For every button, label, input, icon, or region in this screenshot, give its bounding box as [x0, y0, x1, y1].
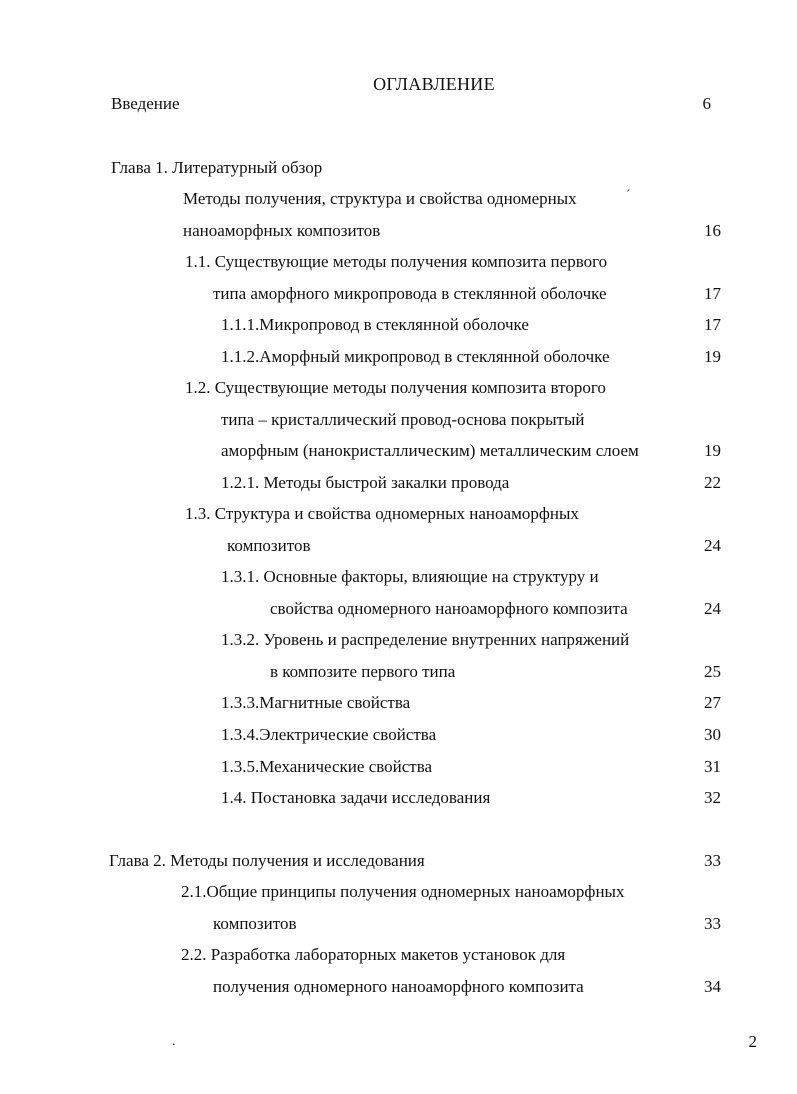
toc-entry-1-3-2-line1: 1.3.2. Уровень и распределение внутренних напряжений	[221, 630, 630, 649]
toc-entry-1-1-line1: 1.1. Существующие методы получения композита первого	[185, 252, 608, 271]
toc-entry-1-3-line1: 1.3. Структура и свойства одномерных наноаморфных	[185, 504, 579, 523]
toc-entry-1-3-1-line1: 1.3.1. Основные факторы, влияющие на структуру и	[221, 567, 599, 586]
toc-page-2-2: 34	[704, 977, 721, 996]
stray-tick-mark: ´	[626, 188, 631, 203]
toc-entry-1-3-4: 1.3.4.Электрические свойства	[221, 725, 437, 744]
toc-page-intro: 6	[702, 94, 711, 113]
page-number: 2	[748, 1032, 757, 1051]
toc-page-1-1-1: 17	[704, 315, 721, 334]
toc-page-1-1-2: 19	[704, 347, 721, 366]
toc-page-1-1: 17	[704, 284, 721, 303]
toc-entry-1-2-line3: аморфным (нанокристаллическим) металлическим слоем	[221, 441, 639, 460]
toc-page-1-3: 24	[704, 536, 721, 555]
toc-entry-1-1-line2: типа аморфного микропровода в стеклянной оболочке	[213, 284, 607, 303]
toc-page-1-4: 32	[704, 788, 721, 807]
toc-entry-2-1-line1: 2.1.Общие принципы получения одномерных наноаморфных	[181, 882, 625, 901]
toc-entry-1-3-5: 1.3.5.Механические свойства	[221, 757, 433, 776]
toc-page-chapter-2: 33	[704, 851, 721, 870]
toc-entry-1-4: 1.4. Постановка задачи исследования	[221, 788, 491, 807]
toc-entry-ch1-sub-line2: наноаморфных композитов	[183, 221, 381, 240]
toc-entry-1-3-line2: композитов	[227, 536, 311, 555]
toc-entry-1-3-2-line2: в композите первого типа	[270, 662, 456, 681]
toc-entry-2-2-line1: 2.2. Разработка лабораторных макетов установок для	[181, 945, 566, 964]
toc-entry-1-1-1: 1.1.1.Микропровод в стеклянной оболочке	[221, 315, 529, 334]
toc-entry-1-3-1-line2: свойства одномерного наноаморфного композита	[270, 599, 628, 618]
toc-entry-1-2-line2: типа – кристаллический провод-основа покрытый	[221, 410, 585, 429]
toc-entry-intro: Введение	[111, 94, 180, 113]
toc-page-1-3-2: 25	[704, 662, 721, 681]
toc-entry-1-2-line1: 1.2. Существующие методы получения композита второго	[185, 378, 606, 397]
toc-entry-1-2-1: 1.2.1. Методы быстрой закалки провода	[221, 473, 510, 492]
toc-page-1-3-4: 30	[704, 725, 721, 744]
toc-page-1-2: 19	[704, 441, 721, 460]
toc-chapter-2: Глава 2. Методы получения и исследования	[109, 851, 425, 870]
toc-entry-2-1-line2: композитов	[213, 914, 297, 933]
toc-page-1-3-5: 31	[704, 757, 721, 776]
toc-page-2-1: 33	[704, 914, 721, 933]
toc-chapter-1: Глава 1. Литературный обзор	[111, 158, 323, 177]
toc-page-1-2-1: 22	[704, 473, 721, 492]
toc-entry-ch1-sub-line1: Методы получения, структура и свойства одномерных	[183, 189, 577, 208]
toc-entry-1-1-2: 1.1.2.Аморфный микропровод в стеклянной оболочке	[221, 347, 610, 366]
toc-page-1-3-3: 27	[704, 693, 721, 712]
toc-entry-1-3-3: 1.3.3.Магнитные свойства	[221, 693, 411, 712]
toc-entry-2-2-line2: получения одномерного наноаморфного композита	[213, 977, 584, 996]
stray-dot-mark: .	[172, 1034, 176, 1049]
toc-page-ch1-sub: 16	[704, 221, 721, 240]
page-title: ОГЛАВЛЕНИЕ	[373, 74, 495, 94]
toc-page-1-3-1: 24	[704, 599, 721, 618]
